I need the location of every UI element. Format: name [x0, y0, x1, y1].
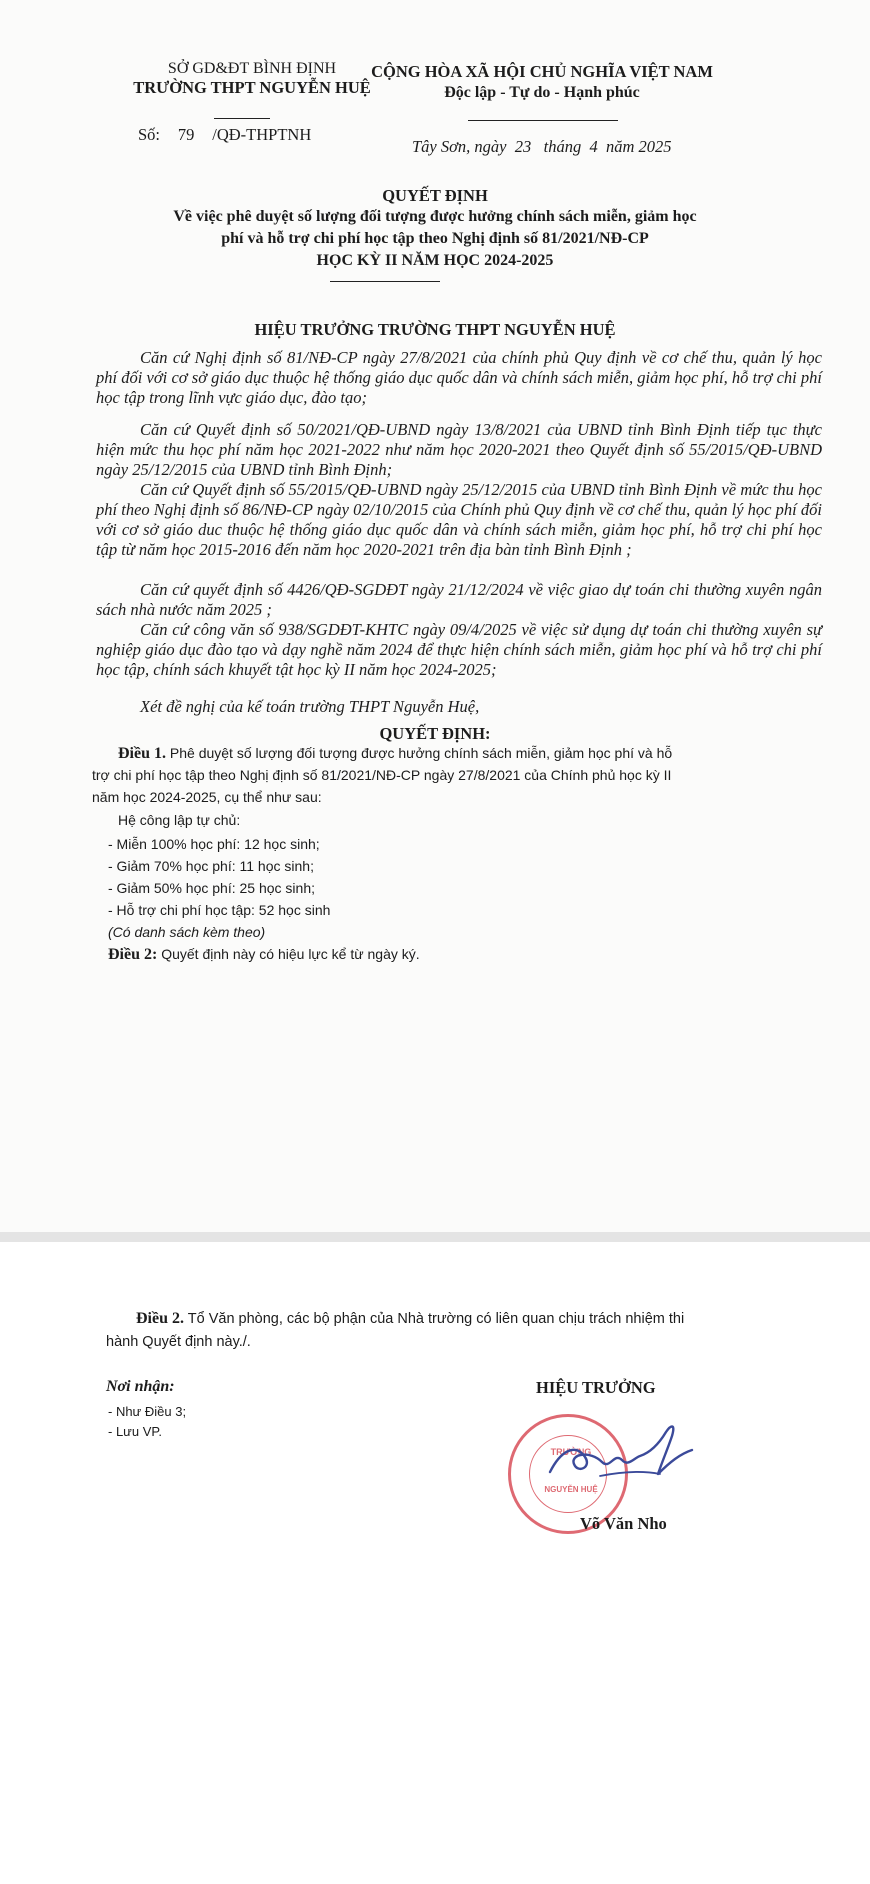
number-label: Số: [138, 125, 161, 144]
place-date: Tây Sơn, ngày 23 tháng 4 năm 2025 [412, 137, 672, 156]
republic-name: CỘNG HÒA XÃ HỘI CHỦ NGHĨA VIỆT NAM [371, 62, 713, 81]
preamble-paragraph: Xét đề nghị của kế toán trường THPT Nguyễn Huệ, [140, 697, 480, 716]
article-2-label: Điều 2: [108, 946, 158, 963]
decision-number [138, 125, 311, 145]
motto-underline [468, 120, 618, 121]
department-text: SỞ GD&ĐT BÌNH ĐỊNH [167, 60, 337, 77]
article-1-line-3: năm học 2024-2025, cụ thể như sau: [92, 789, 322, 805]
article-2-responsibility-line-1 [136, 1310, 684, 1328]
article-2-effective [108, 946, 420, 964]
school-name: TRƯỜNG THPT NGUYỄN HUỆ [133, 78, 371, 97]
article-1-line-1 [118, 745, 672, 763]
recipient-item: - Như Điều 3; [108, 1404, 187, 1419]
article-1-text: Phê duyệt số lượng đối tượng được hưởng chính sách miễn, giảm học phí và hỗ [166, 745, 673, 761]
subject-line-2: phí và hỗ trợ chi phí học tập theo Nghị định số 81/2021/NĐ-CP [221, 230, 649, 247]
article-2-responsibility-line-2: hành Quyết định này./. [106, 1334, 251, 1350]
handwritten-signature [530, 1412, 700, 1502]
exemption-item: - Giảm 50% học phí: 25 học sinh; [108, 880, 315, 896]
preamble-paragraph: Căn cứ quyết định số 4426/QĐ-SGDĐT ngày 21/12/2024 về việc giao dự toán chi thường xuyên ngân sách nhà nước năm 2025 ; [96, 580, 822, 619]
signatory-title: HIỆU TRƯỞNG [536, 1378, 656, 1397]
title-underline [330, 281, 440, 282]
exemption-item: - Hỗ trợ chi phí học tập: 52 học sinh [108, 902, 331, 918]
subject-line-3: HỌC KỲ II NĂM HỌC 2024-2025 [316, 252, 554, 269]
number-suffix: /QĐ-THPTNH [212, 125, 312, 144]
attachment-note: (Có danh sách kèm theo) [108, 924, 266, 940]
recipient-item: - Lưu VP. [108, 1424, 162, 1439]
subject-line-1: Về việc phê duyệt số lượng đối tượng được hưởng chính sách miễn, giảm học [173, 208, 697, 225]
document-title: QUYẾT ĐỊNH [382, 186, 488, 205]
signatory-name: Võ Văn Nho [580, 1514, 667, 1533]
sector-label: Hệ công lập tự chủ: [118, 812, 241, 828]
decision-heading: QUYẾT ĐỊNH: [379, 724, 491, 743]
school-underline [214, 118, 270, 119]
recipients-heading: Nơi nhận: [106, 1378, 175, 1395]
issuing-authority: HIỆU TRƯỞNG TRƯỜNG THPT NGUYỄN HUỆ [254, 320, 616, 339]
seal-center-text: NGUYỄN HUỆ [544, 1485, 598, 1494]
article-2-page2-label: Điều 2. [136, 1310, 184, 1327]
article-1-line-2: trợ chi phí học tập theo Nghị định số 81/2021/NĐ-CP ngày 27/8/2021 của Chính phủ học kỳ II [92, 767, 672, 783]
department-name [132, 60, 372, 78]
preamble-paragraph: Căn cứ công văn số 938/SGDĐT-KHTC ngày 09/4/2025 về việc sử dụng dự toán chi thường xuyên sự nghiệp giáo dục đào tạo và dạy nghề năm 2024 để thực hiện chính sách miễn, giảm học phí và hỗ trợ chi phí học tập, chính sách khuyết tật học kỳ II năm học 2024-2025; [96, 620, 822, 679]
exemption-item: - Miễn 100% học phí: 12 học sinh; [108, 836, 320, 852]
preamble-paragraph: Căn cứ Nghị định số 81/NĐ-CP ngày 27/8/2021 của chính phủ Quy định về cơ chế thu, quản lý học phí đối với cơ sở giáo dục thuộc hệ thống giáo dục quốc dân và chính sách miễn, giảm học phí, hỗ trợ chi phí học tập trong lĩnh vực giáo dục, đào tạo; [96, 348, 822, 407]
article-1-label: Điều 1. [118, 745, 166, 762]
exemption-item: - Giảm 70% học phí: 11 học sinh; [108, 858, 314, 874]
article-2-text: Quyết định này có hiệu lực kể từ ngày ký. [157, 946, 420, 962]
page-separator [0, 1232, 870, 1242]
seal-outer-text: TRƯỜNG [550, 1447, 592, 1457]
preamble-paragraph: Căn cứ Quyết định số 50/2021/QĐ-UBND ngày 13/8/2021 của UBND tỉnh Bình Định tiếp tục thực hiện mức thu học phí năm học 2021-2022 như năm học 2020-2021 theo Quyết định số 55/2015/QĐ-UBND ngày 25/12/2015 của UBND tỉnh Bình Định; [96, 420, 822, 479]
national-motto: Độc lập - Tự do - Hạnh phúc [444, 84, 640, 101]
number-value: 79 [177, 125, 195, 144]
preamble-paragraph: Căn cứ Quyết định số 55/2015/QĐ-UBND ngày 25/12/2015 của UBND tỉnh Bình Định về mức thu học phí theo Nghị định số 86/NĐ-CP ngày 02/10/2015 của Chính phủ Quy định về cơ chế thu, quản lý học phí đối với cơ sở giáo duc thuộc hệ thống giáo dục quốc dân và chính sách miễn, giảm học phí, hỗ trợ chi phí học tập từ năm học 2015-2016 đến năm học 2020-2021 trên địa bàn tỉnh Bình Định ; [96, 480, 822, 559]
article-2-page2-text: Tổ Văn phòng, các bộ phận của Nhà trường có liên quan chịu trách nhiệm thi [184, 1311, 685, 1327]
